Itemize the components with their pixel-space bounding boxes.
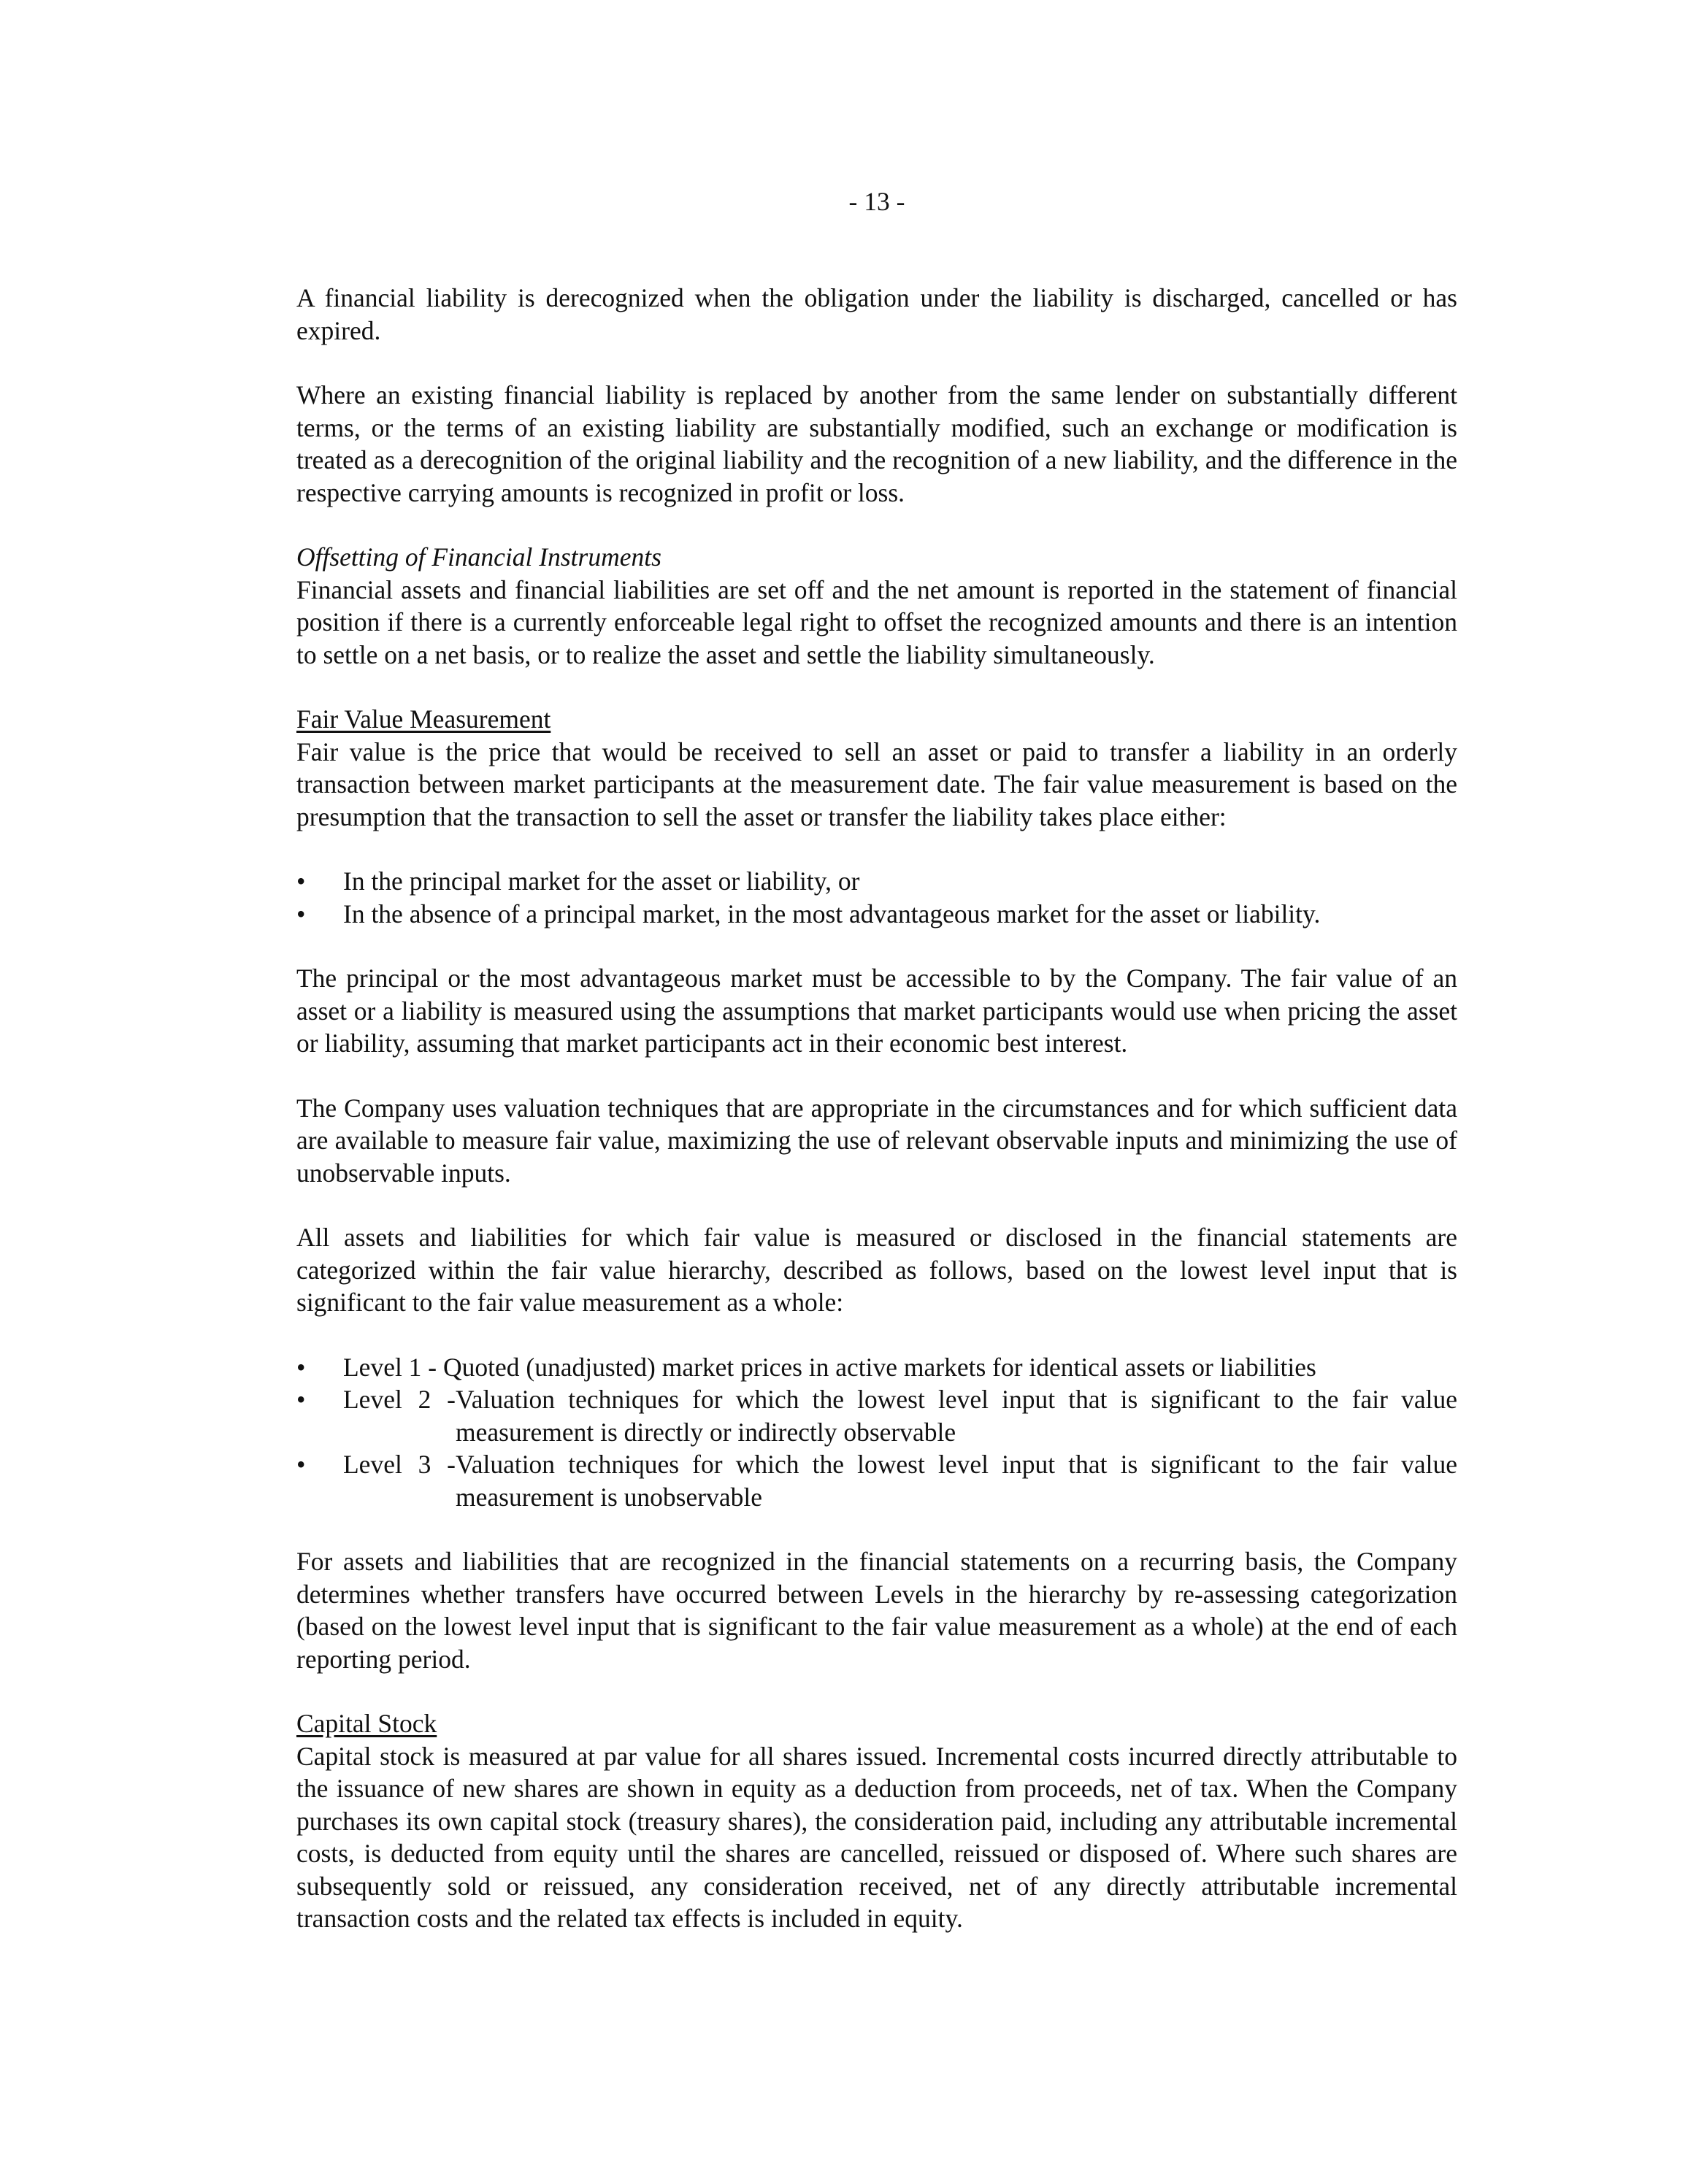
bullet-icon: •	[296, 866, 306, 896]
capital-stock-paragraph: Capital stock is measured at par value for all shares issued. Incremental costs incurred directly attributable to the issuance of new shares are shown in equity as a deduction from proceeds, net of tax. When the Company purchases its own capital stock (treasury shares), the consideration paid, including any attributable incremental costs, is deducted from equity until the shares are cancelled, reissued or disposed of. Where such shares are subsequently sold or reissued, any consideration received, net of any directly attributable incremental transaction costs and the related tax effects is included in equity.	[296, 1741, 1457, 1933]
fair-value-heading: Fair Value Measurement	[296, 704, 551, 734]
level-text: Valuation techniques for which the lowest level input that is significant to the fair value measurement is directly or indirectly observable	[456, 1385, 1457, 1447]
capital-stock-heading: Capital Stock	[296, 1709, 437, 1738]
offsetting-heading: Offsetting of Financial Instruments	[296, 542, 661, 572]
fair-value-definition-paragraph: Fair value is the price that would be received to sell an asset or paid to transfer a liability in an orderly transaction between market participants at the measurement date. The fair value measurement is based on the presumption that the transaction to sell the asset or transfer the liability takes place either:	[296, 737, 1457, 831]
document-body	[296, 282, 1457, 1935]
principal-market-paragraph: The principal or the most advantageous market must be accessible to by the Company. The fair value of an asset or a liability is measured using the assumptions that market participants would use when pricing the asset or liability, assuming that market participants act in their economic best interest.	[296, 964, 1457, 1058]
bullet-text: In the absence of a principal market, in the most advantageous market for the asset or liability.	[343, 899, 1321, 928]
level-text: Valuation techniques for which the lowest level input that is significant to the fair value measurement is unobservable	[456, 1450, 1457, 1512]
list-item	[296, 1351, 1457, 1384]
modification-paragraph: Where an existing financial liability is replaced by another from the same lender on substantially different terms, or the terms of an existing liability are substantially modified, such an exchange or modification is treated as a derecognition of the original liability and the recognition of a new liability, and the difference in the respective carrying amounts is recognized in profit or loss.	[296, 380, 1457, 507]
valuation-techniques-paragraph: The Company uses valuation techniques that are appropriate in the circumstances and for which sufficient data are available to measure fair value, maximizing the use of relevant observable inputs and minimizing the use of unobservable inputs.	[296, 1093, 1457, 1188]
level-text: Quoted (unadjusted) market prices in active markets for identical assets or liabilities	[443, 1352, 1316, 1382]
level-label: Level 1 -	[343, 1352, 437, 1382]
market-bullet-list	[296, 865, 1457, 930]
level-label: Level 3 -	[343, 1450, 456, 1479]
list-item	[296, 898, 1457, 931]
bullet-icon: •	[296, 899, 306, 928]
bullet-icon: •	[296, 1352, 306, 1382]
bullet-text: In the principal market for the asset or liability, or	[343, 866, 860, 896]
page-number: - 13 -	[848, 187, 905, 216]
level-label: Level 2 -	[343, 1385, 456, 1414]
bullet-icon: •	[296, 1385, 306, 1414]
hierarchy-level-list	[296, 1351, 1457, 1514]
derecognition-paragraph: A financial liability is derecognized when the obligation under the liability is discharged, cancelled or has expired.	[296, 283, 1457, 345]
list-item	[296, 1448, 1457, 1513]
hierarchy-intro-paragraph: All assets and liabilities for which fair value is measured or disclosed in the financial statements are categorized within the fair value hierarchy, described as follows, based on the lowest level input that is significant to the fair value measurement as a whole:	[296, 1223, 1457, 1317]
recurring-basis-paragraph: For assets and liabilities that are recognized in the financial statements on a recurring basis, the Company determines whether transfers have occurred between Levels in the hierarchy by re-assessing categorization (based on the lowest level input that is significant to the fair value measurement as a whole) at the end of each reporting period.	[296, 1547, 1457, 1674]
offsetting-paragraph: Financial assets and financial liabilities are set off and the net amount is reported in the statement of financial position if there is a currently enforceable legal right to offset the recognized amounts and there is an intention to settle on a net basis, or to realize the asset and settle the liability simultaneously.	[296, 574, 1457, 669]
list-item	[296, 1383, 1457, 1448]
bullet-icon: •	[296, 1450, 306, 1479]
list-item	[296, 865, 1457, 898]
